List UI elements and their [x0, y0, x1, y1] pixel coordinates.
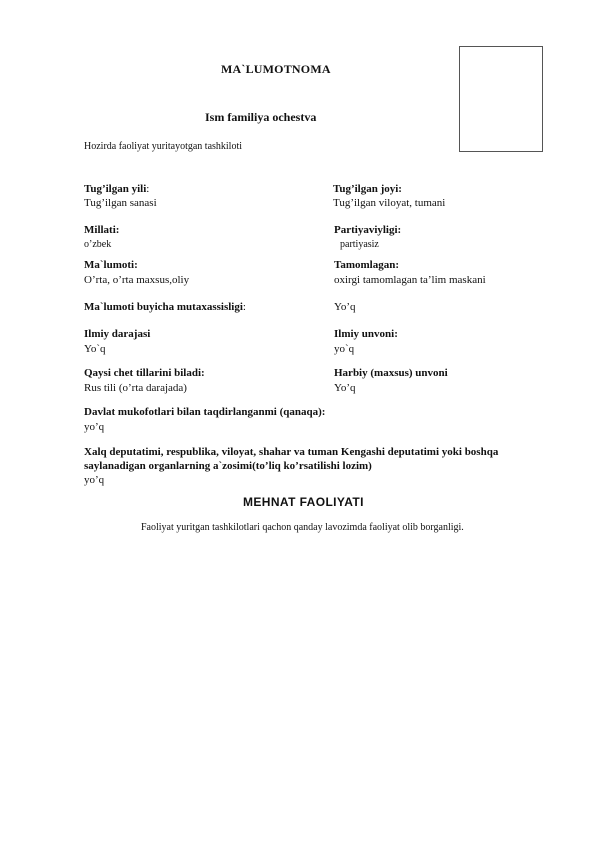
birth-year-label: [84, 183, 149, 195]
education-value: O’rta, o’rta maxsus,oliy: [84, 274, 190, 286]
academic-title-value: yo`q: [334, 343, 355, 355]
photo-placeholder: [459, 46, 543, 152]
birth-place-value: Tug’ilgan viloyat, tumani: [333, 197, 446, 209]
person-name: Ism familiya ochestva: [205, 110, 317, 124]
deputy-value: yo’q: [84, 474, 105, 486]
specialty-label-text: Ma`lumoti buyicha mutaxassisligi: [84, 301, 243, 313]
specialty-value: Yo’q: [334, 301, 356, 313]
specialty-colon: :: [242, 301, 246, 313]
languages-label: Qaysi chet tillarini biladi:: [84, 367, 205, 379]
birth-year-value: Tug’ilgan sanasi: [84, 197, 157, 209]
party-value: partiyasiz: [340, 239, 379, 250]
party-label: Partiyaviyligi:: [334, 224, 402, 236]
awards-value: yo’q: [84, 421, 105, 433]
graduated-value: oxirgi tamomlagan ta’lim maskani: [334, 274, 486, 286]
birth-year-colon: :: [146, 183, 150, 195]
education-label: Ma`lumoti:: [84, 259, 138, 271]
nationality-value: o’zbek: [84, 239, 112, 250]
military-rank-label: Harbiy (maxsus) unvoni: [334, 367, 448, 379]
birth-year-label-text: Tug’ilgan yili: [84, 183, 147, 195]
work-section-subtitle: Faoliyat yuritgan tashkilotlari qachon qanday lavozimda faoliyat olib borganligi.: [141, 522, 464, 533]
work-section-heading: MEHNAT FAOLIYATI: [243, 495, 364, 509]
languages-value: Rus tili (o’rta darajada): [84, 382, 187, 394]
awards-label: Davlat mukofotlari bilan taqdirlanganmi (qanaqa):: [84, 406, 326, 418]
academic-title-label: Ilmiy unvoni:: [334, 328, 398, 340]
nationality-label: Millati:: [84, 224, 120, 236]
degree-value: Yo`q: [84, 343, 106, 355]
specialty-label: [84, 301, 246, 313]
graduated-label: Tamomlagan:: [334, 259, 399, 271]
birth-place-label: Tug’ilgan joyi:: [333, 183, 402, 195]
deputy-label: Xalq deputatimi, respublika, viloyat, shahar va tuman Kengashi deputatimi yoki boshqa saylanadigan organlarning a`zosimi(to’liq ko’rsatilishi lozim): [84, 446, 499, 472]
degree-label: Ilmiy darajasi: [84, 328, 151, 340]
current-workplace: Hozirda faoliyat yuritayotgan tashkiloti: [84, 141, 243, 152]
document-title: MA`LUMOTNOMA: [221, 62, 331, 76]
military-rank-value: Yo’q: [334, 382, 356, 394]
